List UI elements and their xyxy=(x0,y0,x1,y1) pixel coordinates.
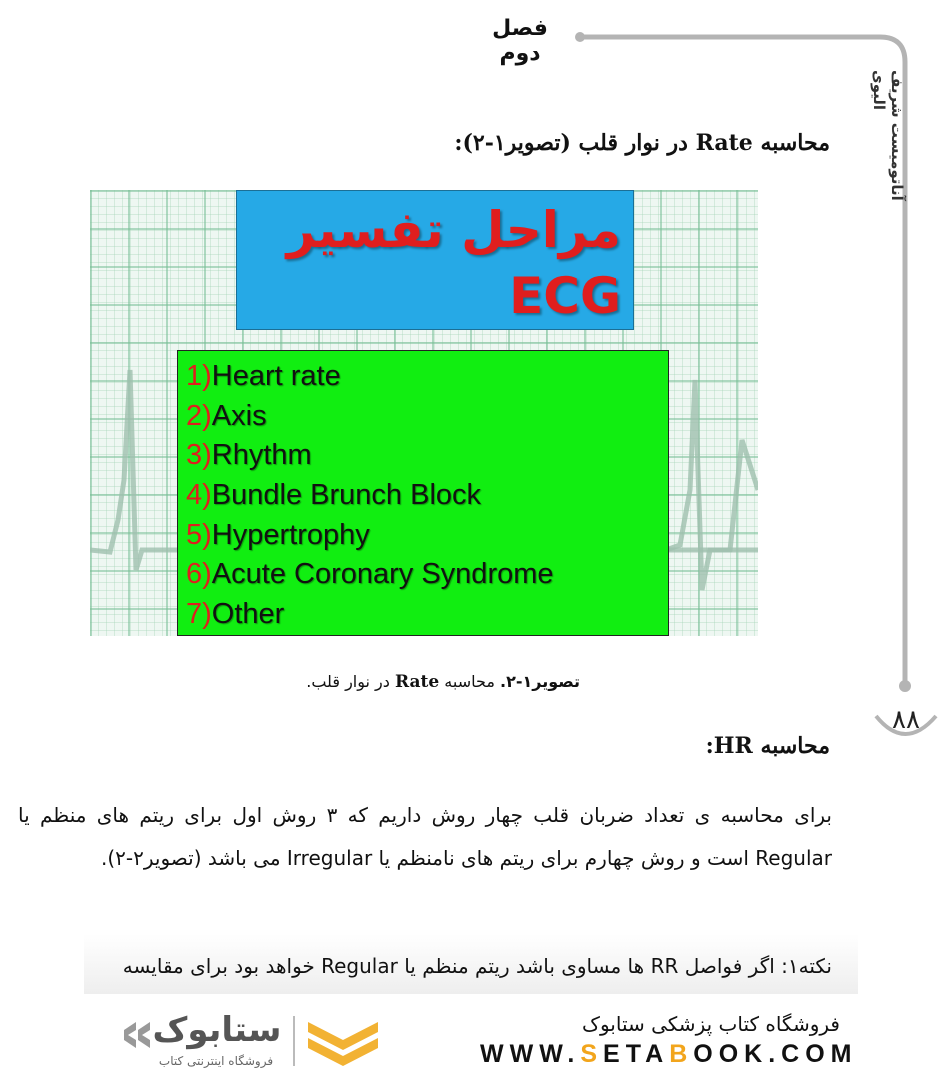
section-heading-hr: محاسبه HR: xyxy=(705,733,830,759)
shop-name: فروشگاه کتاب پزشکی ستابوک xyxy=(582,1012,840,1036)
body-paragraph: برای محاسبه ی تعداد ضربان قلب چهار روش داریم که ۳ روش اول برای ریتم های منظم یا Regular است و روش چهارم برای ریتم های نامنظم یا Irregular می باشد (تصویر۲-۲). xyxy=(18,803,833,870)
caption-text-before: محاسبه xyxy=(444,672,495,691)
section-heading-rate: محاسبه Rate در نوار قلب (تصویر۱-۲): xyxy=(454,130,830,156)
side-book-title: آناتومیست شریف الیوی xyxy=(870,70,906,201)
list-item: 7)Other xyxy=(186,598,285,631)
website-url[interactable]: WWW.SETABOOK.COM xyxy=(480,1040,858,1068)
figure-caption xyxy=(180,672,580,692)
list-item: 1)Heart rate xyxy=(186,360,341,392)
logo-subtitle: فروشگاه اینترنتی کتاب xyxy=(158,1054,274,1068)
setabook-logo xyxy=(118,1010,388,1072)
figure-title-line2: ECG xyxy=(509,267,621,325)
list-item: 2)Axis xyxy=(186,399,267,432)
steps-list xyxy=(177,350,669,636)
figure-ecg-steps xyxy=(90,190,758,636)
caption-label: تصویر۱-۲. xyxy=(499,672,580,691)
caption-text-after: در نوار قلب. xyxy=(306,672,390,691)
page-number: ۸۸ xyxy=(892,705,920,735)
list-item: 4)Bundle Brunch Block xyxy=(186,479,482,512)
list-item: 3)Rhythm xyxy=(186,439,312,472)
caption-term: Rate xyxy=(395,672,440,692)
list-item: 6)Acute Coronary Syndrome xyxy=(186,558,554,591)
figure-title-line1: مراحل تفسیر xyxy=(286,201,621,259)
title-box xyxy=(236,190,634,330)
logo-text: ستابوک xyxy=(152,1010,282,1050)
note-paragraph: نکته۱: اگر فواصل RR ها مساوی باشد ریتم منظم یا Regular خواهد بود برای مقایسه xyxy=(122,954,832,978)
list-item: 5)Hypertrophy xyxy=(186,518,370,551)
chapter-title: فصل دوم xyxy=(492,16,548,66)
figure-title xyxy=(241,197,621,329)
